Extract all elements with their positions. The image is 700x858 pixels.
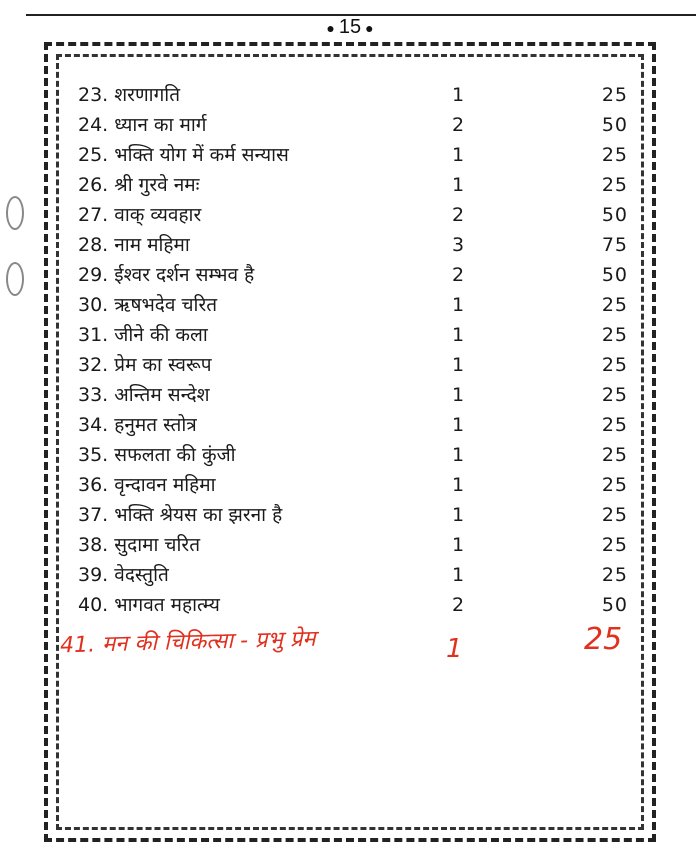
book-row [78, 200, 638, 230]
book-qty: 3 [451, 234, 465, 256]
book-title: 24. ध्यान का मार्ग [78, 114, 207, 136]
book-qty: 1 [451, 324, 465, 346]
book-qty: 2 [451, 594, 465, 616]
book-price: 75 [601, 234, 628, 256]
book-qty: 1 [451, 414, 465, 436]
book-title: 23. शरणागति [78, 84, 181, 106]
book-title: 31. जीने की कला [78, 324, 208, 346]
book-qty: 1 [451, 534, 465, 556]
book-qty: 2 [451, 204, 465, 226]
book-qty: 2 [451, 264, 465, 286]
handwritten-price: 25 [584, 622, 623, 657]
book-price: 50 [601, 204, 628, 226]
handwritten-entry [60, 618, 640, 668]
book-title: 26. श्री गुरवे नमः [78, 174, 200, 196]
handwritten-title: 41. मन की चिकित्सा - प्रभु प्रेम [59, 626, 316, 659]
binding-hole-icon [6, 196, 24, 230]
book-qty: 1 [451, 384, 465, 406]
book-qty: 1 [451, 474, 465, 496]
book-price: 50 [601, 594, 628, 616]
book-price: 25 [601, 354, 628, 376]
book-qty: 1 [451, 354, 465, 376]
book-price: 25 [601, 84, 628, 106]
book-price: 25 [601, 474, 628, 496]
book-title: 40. भागवत महात्म्य [78, 594, 220, 616]
book-title: 30. ऋषभदेव चरित [78, 294, 218, 316]
book-qty: 1 [451, 174, 465, 196]
book-row [78, 260, 638, 290]
book-title: 34. हनुमत स्तोत्र [78, 414, 197, 436]
book-price: 50 [601, 264, 628, 286]
book-title: 37. भक्ति श्रेयस का झरना है [78, 504, 283, 526]
book-qty: 1 [451, 444, 465, 466]
book-qty: 1 [451, 144, 465, 166]
book-price: 25 [601, 504, 628, 526]
book-title: 32. प्रेम का स्वरूप [78, 354, 212, 376]
binding-hole-icon [6, 262, 24, 296]
book-qty: 1 [451, 564, 465, 586]
book-row [78, 230, 638, 260]
book-title: 25. भक्ति योग में कर्म सन्यास [78, 144, 289, 166]
bullet-icon: ● [365, 19, 374, 36]
book-price: 50 [601, 114, 628, 136]
book-row [78, 440, 638, 470]
page-number-value: 15 [338, 16, 362, 38]
book-row [78, 110, 638, 140]
handwritten-qty: 1 [446, 634, 463, 664]
book-title: 36. वृन्दावन महिमा [78, 474, 216, 496]
book-price: 25 [601, 384, 628, 406]
book-title: 27. वाक् व्यवहार [78, 204, 202, 226]
book-price: 25 [601, 444, 628, 466]
book-qty: 2 [451, 114, 465, 136]
book-row [78, 560, 638, 590]
book-price: 25 [601, 324, 628, 346]
book-list [78, 80, 638, 620]
book-price: 25 [601, 414, 628, 436]
book-row [78, 530, 638, 560]
book-price: 25 [601, 174, 628, 196]
book-title: 29. ईश्वर दर्शन सम्भव है [78, 264, 255, 286]
book-qty: 1 [451, 504, 465, 526]
book-row [78, 410, 638, 440]
book-title: 39. वेदस्तुति [78, 564, 169, 586]
book-row [78, 170, 638, 200]
book-row [78, 320, 638, 350]
bullet-icon: ● [326, 19, 335, 36]
book-qty: 1 [451, 294, 465, 316]
book-row [78, 590, 638, 620]
book-row [78, 350, 638, 380]
book-row [78, 140, 638, 170]
book-qty: 1 [451, 84, 465, 106]
book-row [78, 80, 638, 110]
book-row [78, 470, 638, 500]
book-price: 25 [601, 144, 628, 166]
page-number [0, 16, 700, 39]
book-title: 33. अन्तिम सन्देश [78, 384, 210, 406]
book-row [78, 380, 638, 410]
book-row [78, 500, 638, 530]
book-title: 35. सफलता की कुंजी [78, 444, 236, 466]
book-title: 38. सुदामा चरित [78, 534, 201, 556]
book-row [78, 290, 638, 320]
book-price: 25 [601, 294, 628, 316]
book-price: 25 [601, 534, 628, 556]
book-price: 25 [601, 564, 628, 586]
book-title: 28. नाम महिमा [78, 234, 190, 256]
